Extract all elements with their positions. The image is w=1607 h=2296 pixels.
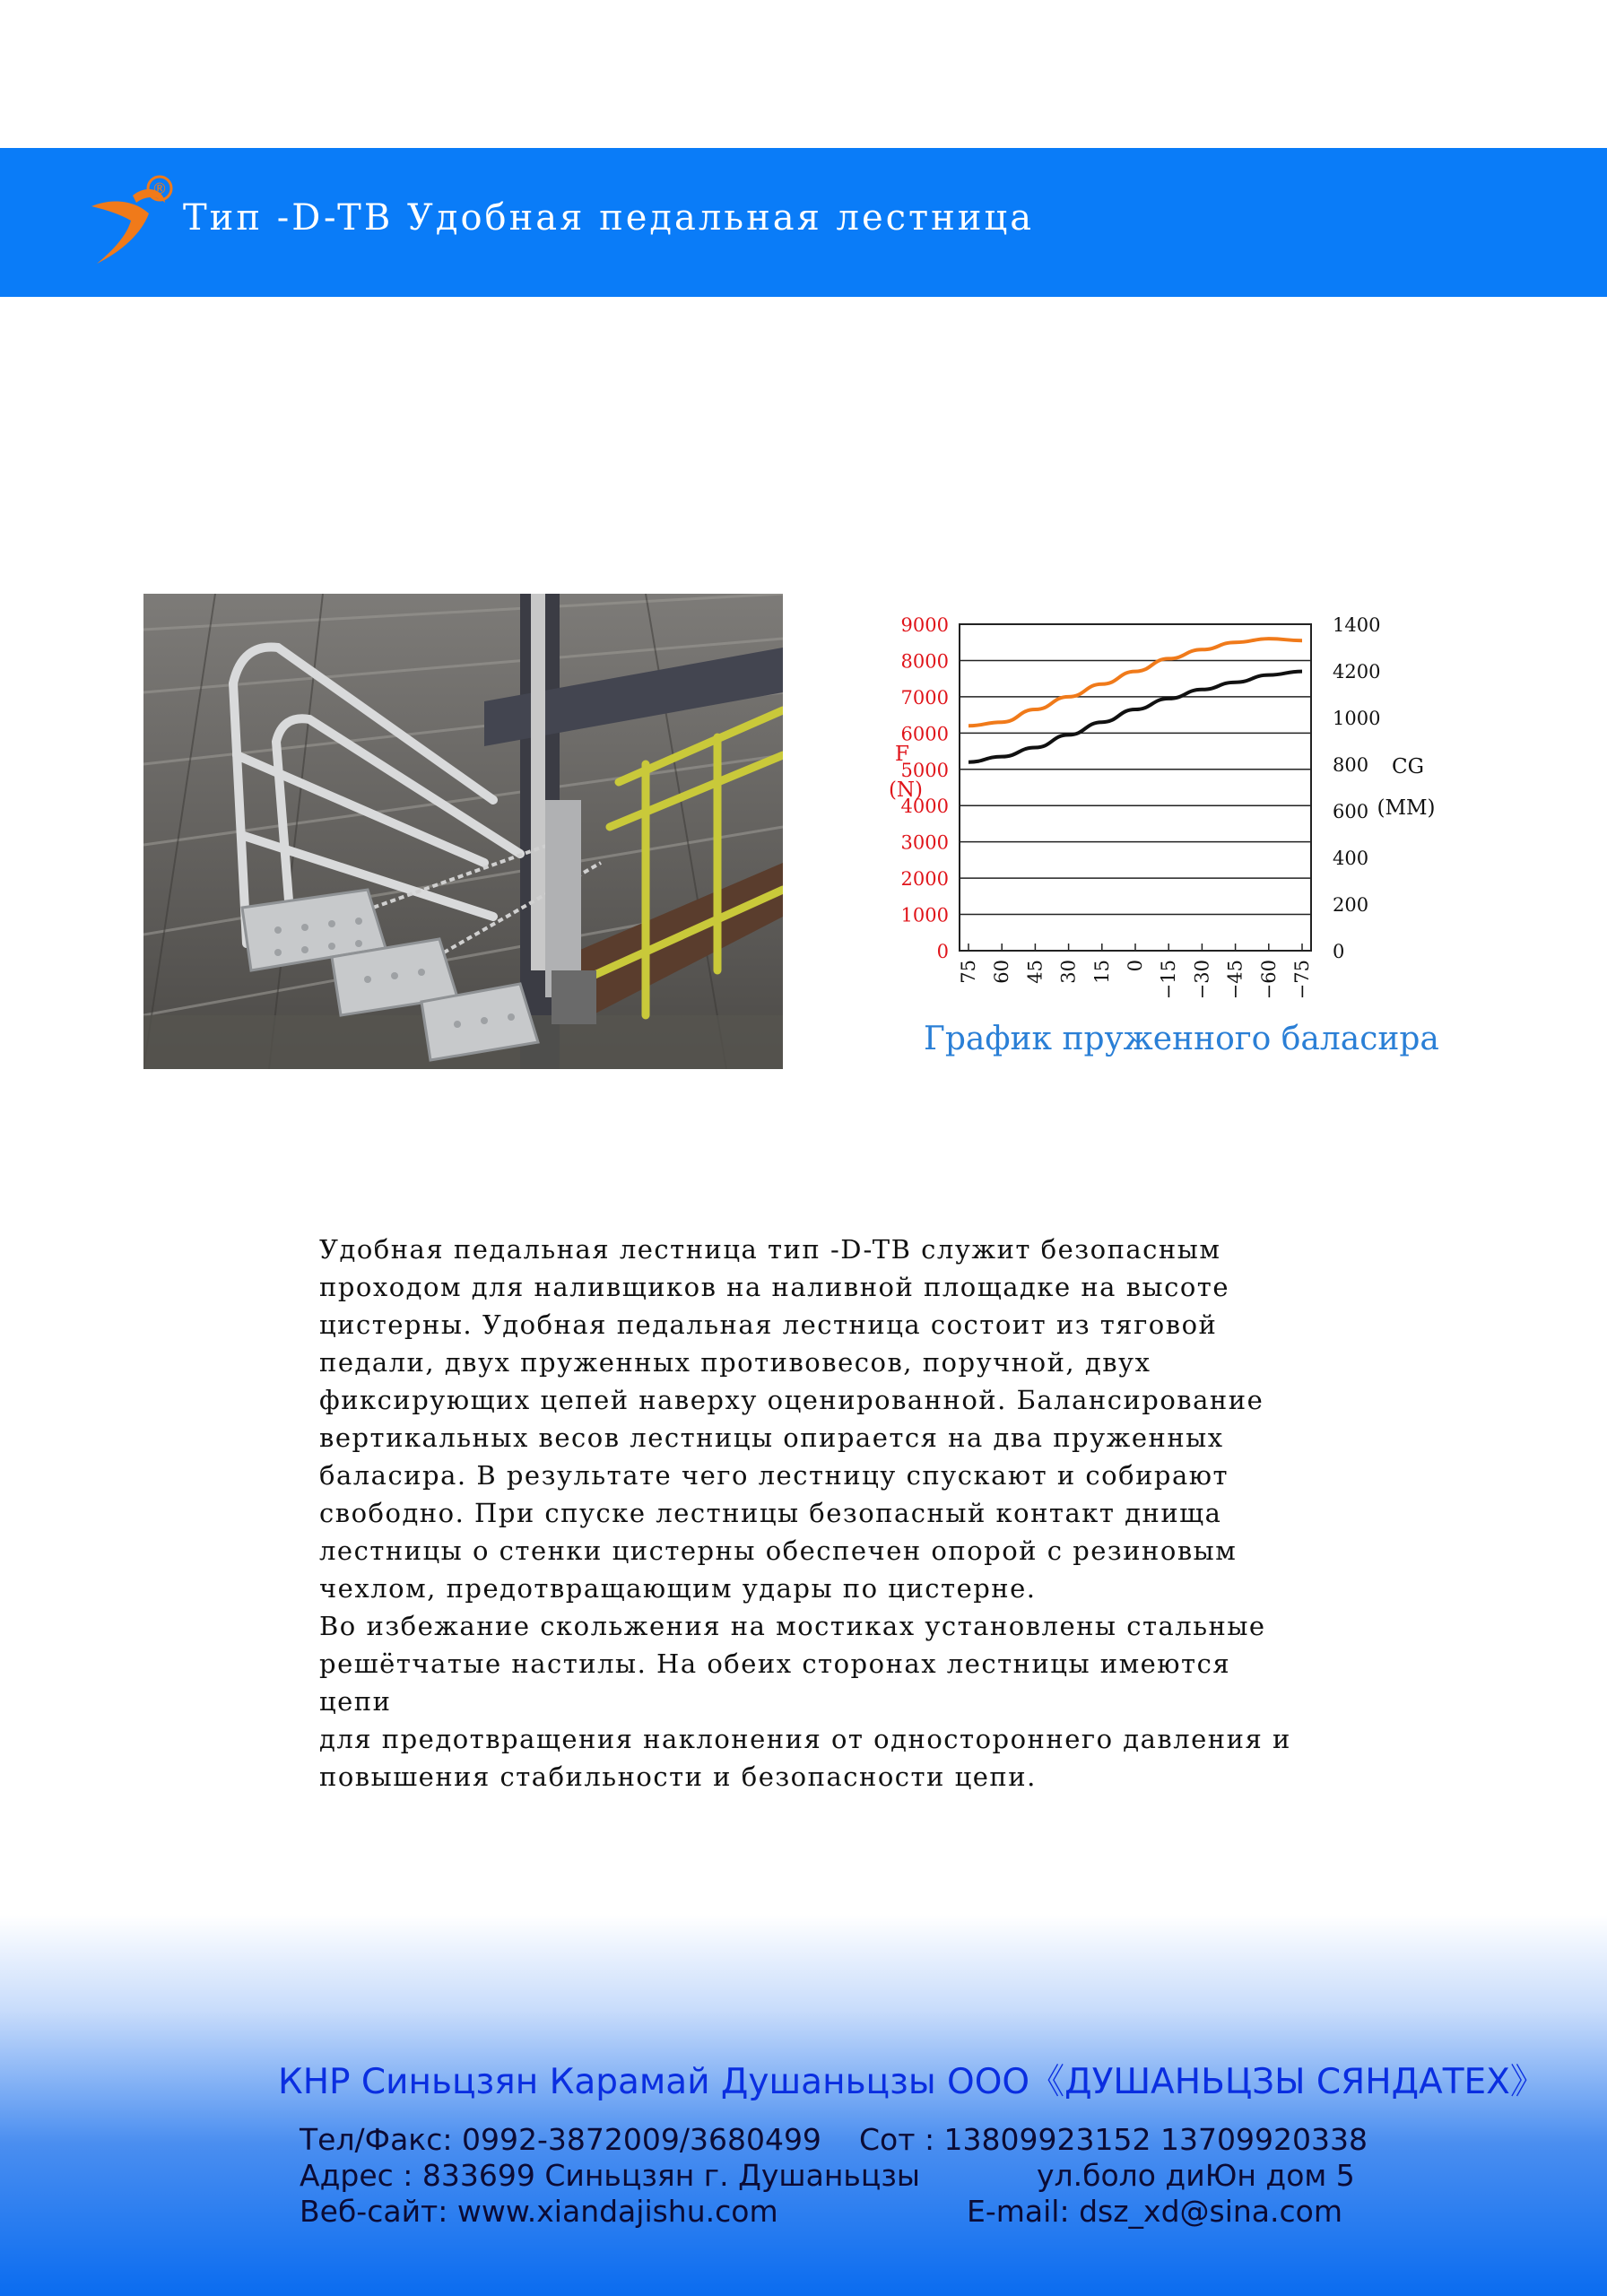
- page-title: Тип -D-TB Удобная педальная лестница: [183, 197, 1035, 239]
- left-tick-label: 9000: [900, 614, 949, 636]
- left-axis-label: F: [895, 743, 909, 766]
- x-tick-label: −45: [1224, 960, 1247, 1000]
- company-logo: [86, 170, 185, 269]
- left-tick-label: 8000: [900, 650, 949, 673]
- x-tick-label: −75: [1291, 960, 1313, 1000]
- left-tick-label: 7000: [900, 686, 949, 709]
- company-name: КНР Синьцзян Карамай Душаньцзы ООО《ДУШАНЬЦЗЫ СЯНДАТЕХ》: [278, 2062, 1545, 2102]
- left-axis-unit: (N): [888, 778, 924, 802]
- right-tick-label: 1400: [1333, 614, 1381, 636]
- left-tick-label: 3000: [900, 831, 949, 854]
- right-tick-label: 0: [1333, 941, 1345, 962]
- right-tick-label: 4200: [1333, 661, 1381, 683]
- right-tick-label: 200: [1333, 894, 1369, 916]
- phone-fax: Тел/Факс: 0992-3872009/3680499: [300, 2122, 821, 2157]
- right-tick-label: 600: [1333, 801, 1369, 822]
- description-paragraph-1: Удобная педальная лестница тип -D-TB служит безопасным проходом для наливщиков на наливной площадке на высоте цистерны. Удобная педальная лестница состоит из тяговой педали, двух пруженных противовесов, поручной, двух фиксирующих цепей наверху оценированной. Балансирование вертикальных весов лестницы опирается на два пруженных баласира. В результате чего лестницу спускают и собирают свободно. При спуске лестницы безопасный контакт днища лестницы о стенки цистерны обеспечен опорой с резиновым чехлом, предотвращающим удары по цистерне.: [319, 1234, 1264, 1604]
- left-tick-label: 4000: [900, 796, 949, 818]
- registered-mark: ®: [152, 180, 168, 198]
- series-line-1: [969, 639, 1302, 726]
- left-tick-label: 2000: [900, 868, 949, 891]
- left-tick-label: 1000: [900, 904, 949, 926]
- x-tick-label: 60: [991, 960, 1013, 984]
- right-axis-label: CG: [1392, 755, 1424, 778]
- address: Адрес : 833699 Синьцзян г. Душаньцзы: [300, 2158, 920, 2193]
- right-tick-label: 400: [1333, 848, 1369, 869]
- address-street: ул.боло диЮн дом 5: [1037, 2158, 1355, 2193]
- description-paragraph-2: Во избежание скольжения на мостиках установлены стальные решётчатые настилы. На обеих сторонах лестницы имеются цепи для предотвращения наклонения от одностороннего давления и повышения стабильности и безопасности цепи.: [319, 1611, 1291, 1792]
- x-tick-label: 45: [1024, 960, 1047, 984]
- x-tick-label: −15: [1158, 960, 1180, 1000]
- description-text: [319, 1231, 1306, 1796]
- left-tick-label: 6000: [900, 723, 949, 745]
- left-tick-label: 5000: [900, 759, 949, 781]
- footer-band: [0, 1915, 1607, 2296]
- plot-frame: [960, 624, 1311, 951]
- chart-grid: [960, 624, 1311, 951]
- ladder-photo: [143, 594, 783, 1069]
- right-axis-unit: (MM): [1377, 796, 1436, 820]
- right-tick-label: 800: [1333, 754, 1369, 776]
- x-tick-label: −30: [1191, 960, 1213, 1000]
- spring-balancer-chart: [861, 592, 1471, 1013]
- chart-series: [969, 639, 1302, 762]
- right-axis-ticks: [1333, 614, 1380, 962]
- x-axis-ticks: [958, 960, 1313, 999]
- left-tick-label: 0: [936, 941, 949, 962]
- email-link[interactable]: E-mail: dsz_xd@sina.com: [967, 2194, 1342, 2229]
- x-tick-label: 75: [958, 960, 979, 984]
- chart-title: График пруженного баласира: [924, 1021, 1439, 1057]
- x-tick-label: 15: [1090, 960, 1113, 984]
- x-tick-label: −60: [1257, 960, 1280, 1000]
- x-tick-label: 0: [1125, 960, 1146, 972]
- website-link[interactable]: Веб-сайт: www.xiandajishu.com: [300, 2194, 778, 2229]
- right-tick-label: 1000: [1333, 708, 1381, 729]
- x-tick-label: 30: [1057, 960, 1080, 984]
- mobile-phone: Сот : 13809923152 13709920338: [859, 2122, 1368, 2157]
